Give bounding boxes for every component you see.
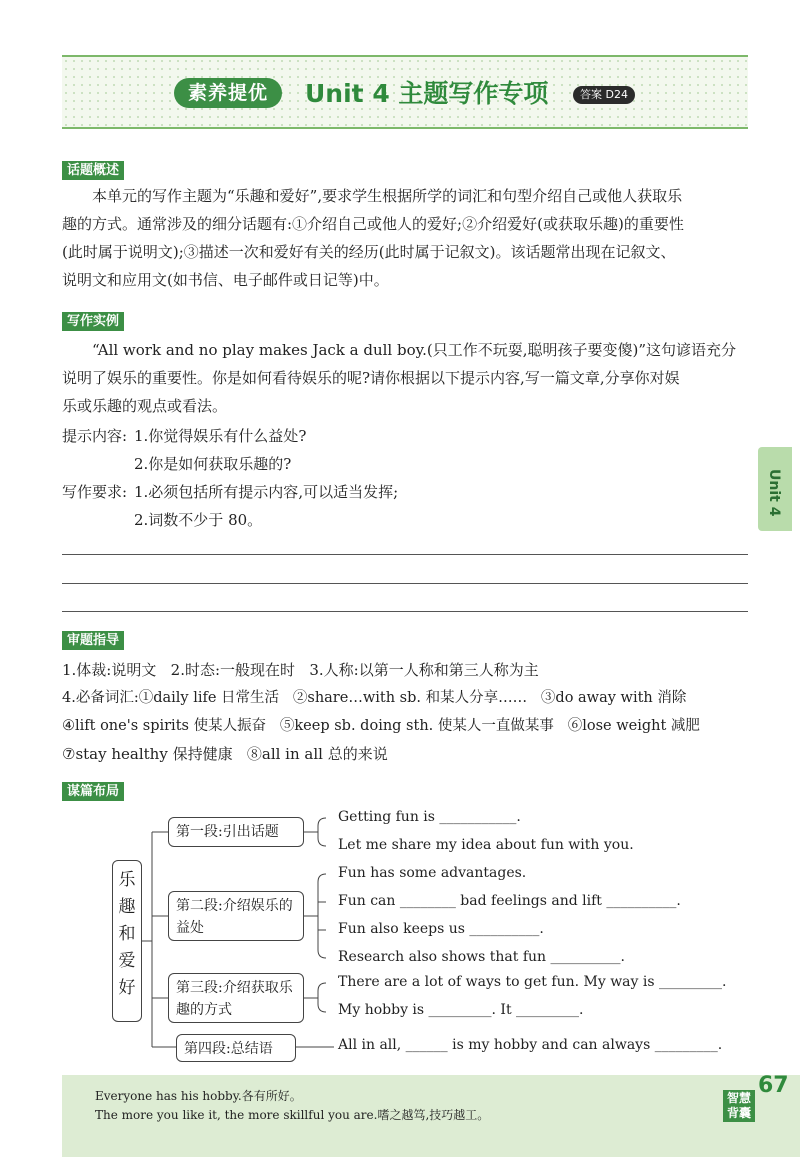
p4-line: All in all, ______ is my hobby and can always _________. xyxy=(338,1037,723,1053)
p2-line: Fun also keeps us __________. xyxy=(338,921,544,937)
guide-line: 1.体裁:说明文 2.时态:一般现在时 3.人称:以第一人称和第三人称为主 xyxy=(62,661,539,679)
paragraph-3-box: 第三段:介绍获取乐趣的方式 xyxy=(168,973,304,1023)
guide-line: ④lift one's spirits 使某人振奋 ⑤keep sb. doing sth. 使某人一直做某事 ⑥lose weight 减肥 xyxy=(62,718,700,734)
root-char: 爱 xyxy=(118,951,136,971)
p1-line: Getting fun is ___________. xyxy=(338,809,521,825)
paragraph-4-box: 第四段:总结语 xyxy=(176,1034,296,1062)
overview-line: 本单元的写作主题为“乐趣和爱好”,要求学生根据所学的词汇和句型介绍自己或他人获取乐 xyxy=(92,187,683,205)
requirement-1: 1.必须包括所有提示内容,可以适当发挥; xyxy=(134,483,399,501)
page-title: Unit 4 主题写作专项 xyxy=(305,79,549,108)
example-line: 乐或乐趣的观点或看法。 xyxy=(62,397,228,415)
page-number: 67 xyxy=(758,1073,789,1098)
hint-label: 提示内容: xyxy=(62,427,128,445)
p2-line: Fun can ________ bad feelings and lift __________. xyxy=(338,893,681,909)
side-tab-label: Unit 4 xyxy=(766,469,782,517)
root-char: 乐 xyxy=(118,870,136,890)
wisdom-badge: 智慧背囊 xyxy=(723,1090,755,1122)
paragraph-2-box: 第二段:介绍娱乐的益处 xyxy=(168,891,304,941)
root-char: 好 xyxy=(118,978,136,998)
example-tag: 写作实例 xyxy=(62,312,124,331)
overview-line: 说明文和应用文(如书信、电子邮件或日记等)中。 xyxy=(62,271,389,289)
requirement-label: 写作要求: xyxy=(62,483,128,501)
guide-line: ⑦stay healthy 保持健康 ⑧all in all 总的来说 xyxy=(62,745,388,763)
p3-line: My hobby is _________. It _________. xyxy=(338,1002,584,1018)
overview-tag: 话题概述 xyxy=(62,161,124,180)
footer-proverb-2: The more you like it, the more skillful you are.嗜之越笃,技巧越工。 xyxy=(95,1108,490,1122)
root-char: 趣 xyxy=(118,897,136,917)
p2-line: Research also shows that fun __________. xyxy=(338,949,625,965)
hint-2: 2.你是如何获取乐趣的? xyxy=(134,455,292,473)
overview-line: 趣的方式。通常涉及的细分话题有:①介绍自己或他人的爱好;②介绍爱好(或获取乐趣)的重要性 xyxy=(62,215,684,233)
paragraph-1-box: 第一段:引出话题 xyxy=(168,817,304,847)
layout-tag: 谋篇布局 xyxy=(62,782,124,801)
answer-reference-tag: 答案 D24 xyxy=(573,86,635,104)
p1-line: Let me share my idea about fun with you. xyxy=(338,837,634,853)
p2-line: Fun has some advantages. xyxy=(338,865,527,881)
guide-line: 4.必备词汇:①daily life 日常生活 ②share…with sb. 和某人分享…… ③do away with 消除 xyxy=(62,690,687,706)
example-line: 说明了娱乐的重要性。你是如何看待娱乐的呢?请你根据以下提示内容,写一篇文章,分享你对娱 xyxy=(62,369,680,387)
p3-line: There are a lot of ways to get fun. My way is _________. xyxy=(338,974,727,990)
requirement-2: 2.词数不少于 80。 xyxy=(134,511,263,529)
footer-proverb-1: Everyone has his hobby.各有所好。 xyxy=(95,1089,302,1103)
guide-tag: 审题指导 xyxy=(62,631,124,650)
example-line: “All work and no play makes Jack a dull boy.(只工作不玩耍,聪明孩子要变傻)”这句谚语充分 xyxy=(92,341,737,359)
root-char: 和 xyxy=(118,924,136,944)
mindmap-root xyxy=(112,860,142,1022)
overview-line: (此时属于说明文);③描述一次和爱好有关的经历(此时属于记叙文)。该话题常出现在记叙文、 xyxy=(62,243,676,261)
hint-1: 1.你觉得娱乐有什么益处? xyxy=(134,427,307,445)
section-badge: 素养提优 xyxy=(174,78,282,108)
